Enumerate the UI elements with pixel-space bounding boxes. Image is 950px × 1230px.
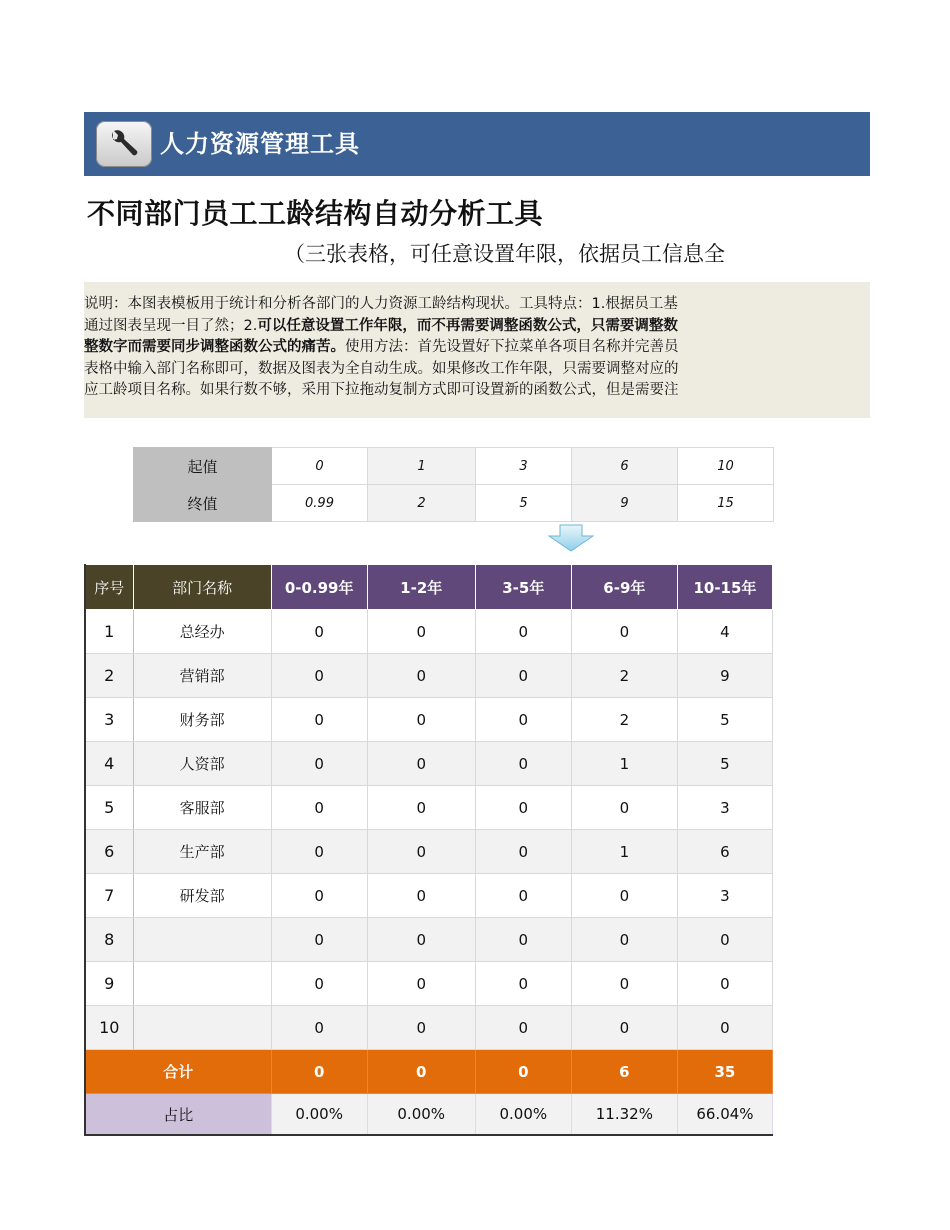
row-count-cell: 0 xyxy=(475,698,571,742)
end-value-cell[interactable]: 5 xyxy=(476,485,572,522)
row-count-cell: 0 xyxy=(677,1006,772,1050)
start-value-cell[interactable]: 0 xyxy=(272,448,368,485)
header-range: 0-0.99年 xyxy=(271,565,367,610)
table-row xyxy=(85,654,773,698)
end-row xyxy=(134,485,774,522)
ratio-cell: 0.00% xyxy=(271,1094,367,1136)
row-count-cell: 0 xyxy=(271,698,367,742)
row-count-cell: 0 xyxy=(367,830,475,874)
row-count-cell: 0 xyxy=(367,1006,475,1050)
row-count-cell: 0 xyxy=(367,786,475,830)
description-line: 应工龄项目名称。如果行数不够，采用下拉拖动复制方式即可设置新的函数公式，但是需要注 xyxy=(84,382,679,398)
row-count-cell: 0 xyxy=(475,742,571,786)
description-bold: 可以任意设置工作年限，而不再需要调整函数公式，只需要调整数 xyxy=(257,317,678,334)
app-banner xyxy=(84,112,870,176)
ratio-cell: 0.00% xyxy=(475,1094,571,1136)
banner-title: 人力资源管理工具 xyxy=(160,130,360,158)
row-count-cell: 0 xyxy=(271,1006,367,1050)
row-dept[interactable] xyxy=(133,1006,271,1050)
row-count-cell: 0 xyxy=(475,786,571,830)
row-count-cell: 0 xyxy=(367,610,475,654)
row-seq: 8 xyxy=(85,918,133,962)
end-value-cell[interactable]: 2 xyxy=(368,485,476,522)
range-settings-table xyxy=(133,447,774,522)
description-line: 表格中输入部门名称即可，数据及图表为全自动生成。如果修改工作年限，只需要调整对应的 xyxy=(84,360,679,377)
table-row xyxy=(85,874,773,918)
total-row xyxy=(85,1050,773,1094)
row-dept[interactable]: 人资部 xyxy=(133,742,271,786)
row-count-cell: 1 xyxy=(571,742,677,786)
row-count-cell: 2 xyxy=(571,698,677,742)
tenure-structure-table xyxy=(84,564,773,1136)
table-row xyxy=(85,610,773,654)
table-row xyxy=(85,962,773,1006)
description-span: 使用方法：首先设置好下拉菜单各项目名称并完善员 xyxy=(345,339,679,355)
row-count-cell: 9 xyxy=(677,654,772,698)
row-count-cell: 0 xyxy=(367,874,475,918)
table-row xyxy=(85,830,773,874)
row-dept[interactable]: 研发部 xyxy=(133,874,271,918)
total-cell: 0 xyxy=(271,1050,367,1094)
row-count-cell: 0 xyxy=(571,962,677,1006)
description-line: 说明：本图表模板用于统计和分析各部门的人力资源工龄结构现状。工具特点：1.根据员工基 xyxy=(84,296,678,312)
row-seq: 7 xyxy=(85,874,133,918)
table-row xyxy=(85,742,773,786)
row-dept[interactable]: 财务部 xyxy=(133,698,271,742)
row-count-cell: 0 xyxy=(475,1006,571,1050)
description-clip xyxy=(84,282,782,418)
down-arrow-icon xyxy=(548,524,594,552)
row-count-cell: 3 xyxy=(677,874,772,918)
row-count-cell: 5 xyxy=(677,742,772,786)
ratio-cell: 11.32% xyxy=(571,1094,677,1136)
wrench-icon xyxy=(96,121,152,167)
row-count-cell: 2 xyxy=(571,654,677,698)
table-row xyxy=(85,1006,773,1050)
row-seq: 9 xyxy=(85,962,133,1006)
row-count-cell: 0 xyxy=(571,786,677,830)
row-dept[interactable] xyxy=(133,918,271,962)
row-dept[interactable]: 生产部 xyxy=(133,830,271,874)
ratio-label: 占比 xyxy=(85,1094,271,1136)
row-count-cell: 1 xyxy=(571,830,677,874)
table-header-row xyxy=(85,565,773,610)
header-range: 6-9年 xyxy=(571,565,677,610)
table-row xyxy=(85,786,773,830)
page-subtitle: （三张表格，可任意设置年限，依据员工信息全 xyxy=(284,242,725,266)
row-count-cell: 0 xyxy=(367,654,475,698)
row-count-cell: 3 xyxy=(677,786,772,830)
row-count-cell: 0 xyxy=(475,962,571,1006)
ratio-row xyxy=(85,1094,773,1136)
row-count-cell: 0 xyxy=(271,874,367,918)
row-count-cell: 0 xyxy=(271,918,367,962)
row-count-cell: 0 xyxy=(367,918,475,962)
description-text xyxy=(84,294,782,402)
header-seq: 序号 xyxy=(85,565,133,610)
row-dept[interactable]: 客服部 xyxy=(133,786,271,830)
end-value-cell[interactable]: 9 xyxy=(572,485,678,522)
row-count-cell: 0 xyxy=(677,918,772,962)
ratio-cell: 66.04% xyxy=(677,1094,772,1136)
header-range: 10-15年 xyxy=(677,565,772,610)
end-value-cell[interactable]: 0.99 xyxy=(272,485,368,522)
start-value-cell[interactable]: 6 xyxy=(572,448,678,485)
page-title: 不同部门员工工龄结构自动分析工具 xyxy=(87,197,544,230)
row-seq: 2 xyxy=(85,654,133,698)
start-row xyxy=(134,448,774,485)
row-count-cell: 4 xyxy=(677,610,772,654)
row-seq: 4 xyxy=(85,742,133,786)
row-seq: 10 xyxy=(85,1006,133,1050)
description-line xyxy=(84,316,782,338)
header-dept: 部门名称 xyxy=(133,565,271,610)
row-count-cell: 0 xyxy=(367,742,475,786)
row-seq: 6 xyxy=(85,830,133,874)
row-count-cell: 0 xyxy=(571,1006,677,1050)
row-count-cell: 0 xyxy=(475,610,571,654)
total-cell: 6 xyxy=(571,1050,677,1094)
row-count-cell: 0 xyxy=(271,742,367,786)
start-value-cell[interactable]: 10 xyxy=(678,448,774,485)
header-range: 3-5年 xyxy=(475,565,571,610)
row-count-cell: 5 xyxy=(677,698,772,742)
end-label: 终值 xyxy=(134,485,272,522)
start-label: 起值 xyxy=(134,448,272,485)
start-value-cell[interactable]: 1 xyxy=(368,448,476,485)
row-seq: 3 xyxy=(85,698,133,742)
row-count-cell: 0 xyxy=(367,962,475,1006)
description-line xyxy=(84,337,782,359)
total-cell: 0 xyxy=(475,1050,571,1094)
row-count-cell: 0 xyxy=(367,698,475,742)
row-dept[interactable]: 营销部 xyxy=(133,654,271,698)
subtitle-container xyxy=(84,238,774,272)
row-seq: 5 xyxy=(85,786,133,830)
header-range: 1-2年 xyxy=(367,565,475,610)
ratio-cell: 0.00% xyxy=(367,1094,475,1136)
total-label: 合计 xyxy=(85,1050,271,1094)
row-count-cell: 0 xyxy=(571,610,677,654)
row-seq: 1 xyxy=(85,610,133,654)
row-count-cell: 0 xyxy=(475,918,571,962)
row-count-cell: 0 xyxy=(271,654,367,698)
row-count-cell: 0 xyxy=(271,830,367,874)
table-row xyxy=(85,698,773,742)
row-count-cell: 0 xyxy=(475,654,571,698)
row-count-cell: 0 xyxy=(271,786,367,830)
description-span: 通过图表呈现一目了然；2. xyxy=(84,317,258,334)
row-count-cell: 0 xyxy=(271,610,367,654)
table-row xyxy=(85,918,773,962)
start-value-cell[interactable]: 3 xyxy=(476,448,572,485)
description-bold: 整数字而需要同步调整函数公式的痛苦。 xyxy=(84,339,345,355)
row-count-cell: 6 xyxy=(677,830,772,874)
row-count-cell: 0 xyxy=(677,962,772,1006)
row-count-cell: 0 xyxy=(571,918,677,962)
row-dept[interactable] xyxy=(133,962,271,1006)
row-count-cell: 0 xyxy=(475,874,571,918)
total-cell: 35 xyxy=(677,1050,772,1094)
description-box xyxy=(84,282,870,418)
row-count-cell: 0 xyxy=(271,962,367,1006)
row-count-cell: 0 xyxy=(571,874,677,918)
total-cell: 0 xyxy=(367,1050,475,1094)
row-dept[interactable]: 总经办 xyxy=(133,610,271,654)
end-value-cell[interactable]: 15 xyxy=(678,485,774,522)
row-count-cell: 0 xyxy=(475,830,571,874)
